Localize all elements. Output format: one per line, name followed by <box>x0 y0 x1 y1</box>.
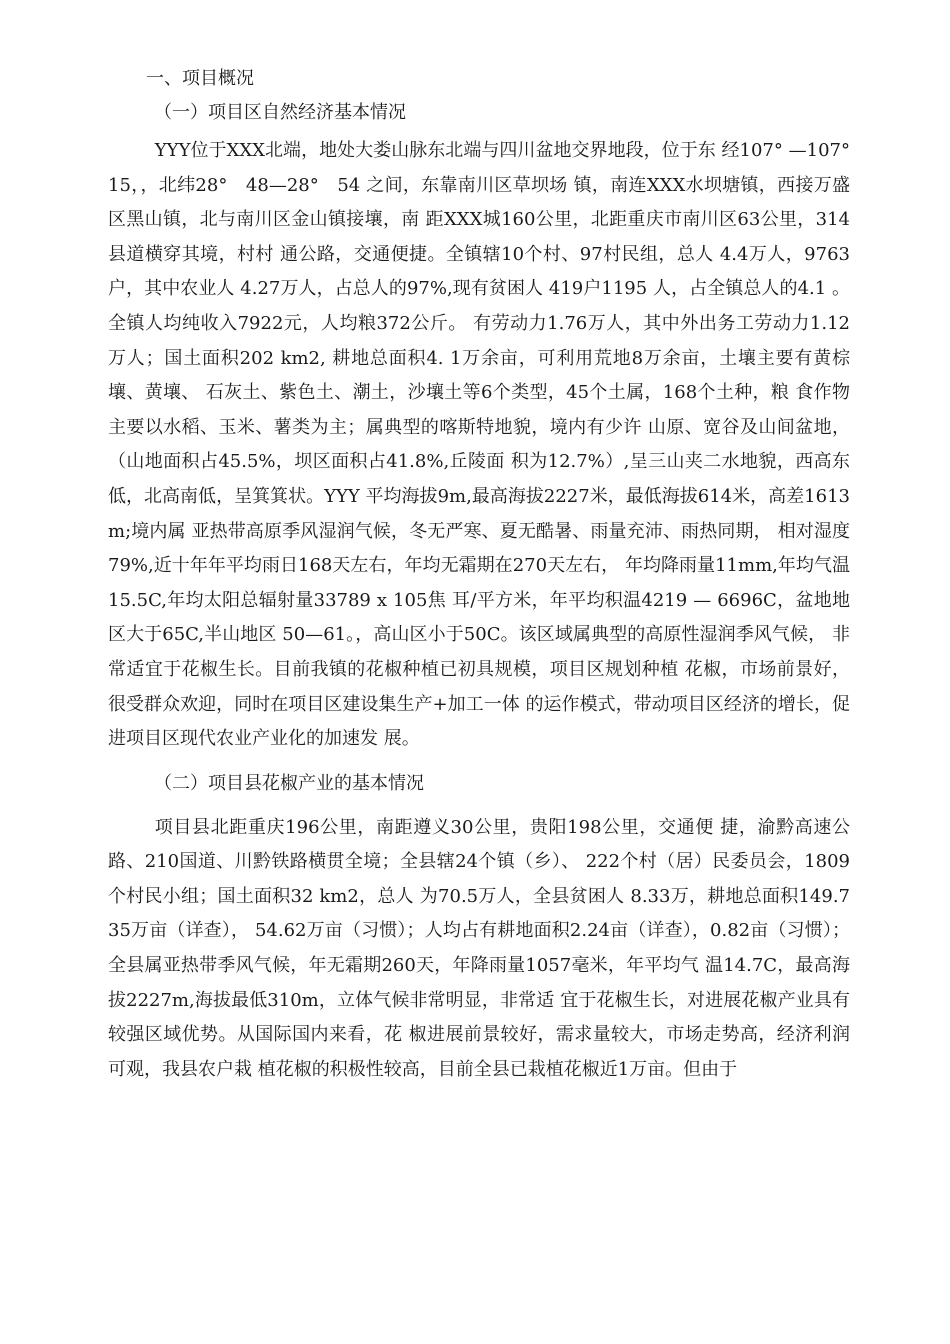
spacer <box>108 801 850 811</box>
paragraph-natural-economy: YYY位于XXX北端，地处大娄山脉东北端与四川盆地交界地段，位于东 经107° —107° 15，，北纬28° 48—28° 54 之间，东靠南川区草坝场 镇，南连XXX水坝塘镇，西接万盛区黑山镇，北与南川区金山镇接壤，南 距XXX城160公里，北距重庆市南川区63公里，314县道横穿其境，村村 通公路，交通便捷。全镇辖10个村、97村民组，总人 4.4万人，9763 户，其中农业人 4.27万人，占总人的97%,现有贫困人 419户1195 人，占全镇总人的4.1 。全镇人均纯收入7922元，人均粮372公斤。 有劳动力1.76万人，其中外出务工劳动力1.12万人；国土面积202 km2, 耕地总面积4. 1万余亩，可利用荒地8万余亩，土壤主要有黄棕壤、黄壤、 石灰土、紫色土、潮土，沙壤土等6个类型，45个土属，168个土种，粮 食作物主要以水稻、玉米、薯类为主；属典型的喀斯特地貌，境内有少许 山原、宽谷及山间盆地，（山地面积占45.5%，坝区面积占41.8%,丘陵面 积为12.7%）,呈三山夹二水地貌，西高东低，北高南低，呈箕箕状。YYY 平均海拔9m,最高海拔2227米，最低海拔614米，高差1613m;境内属 亚热带高原季风湿润气候，冬无严寒、夏无酷暑、雨量充沛、雨热同期， 相对湿度79%,近十年年平均雨日168天左右，年均无霜期在270天左右， 年均降雨量11mm,年均气温15.5C,年均太阳总辐射量33789 x 105焦 耳/平方米，年平均积温4219 — 6696C，盆地地区大于65C,半山地区 50—61。，高山区小于50C。该区域属典型的高原性湿润季风气候， 非常适宜于花椒生长。目前我镇的花椒种植已初具规模，项目区规划种植 花椒，市场前景好，很受群众欢迎，同时在项目区建设集生产+加工一体 的运作模式，带动项目区经济的增长，促进项目区现代农业产业化的加速发 展。 <box>108 140 868 750</box>
section-title: 一、项目概况 <box>146 68 254 89</box>
paragraph-pepper-industry: 项目县北距重庆196公里，南距遵义30公里，贵阳198公里，交通便 捷，渝黔高速公路、210国道、川黔铁路横贯全境；全县辖24个镇（乡）、 222个村（居）民委员会，1809个村民小组；国土面积32 km2，总人 为70.5万人，全县贫困人 8.33万，耕地总面积149.735万亩（详查）， 54.62万亩（习惯）；人均占有耕地面积2.24亩（详查），0.82亩（习惯）； 全县属亚热带季风气候，年无霜期260天，年降雨量1057毫米，年平均气 温14.7C，最高海拔2227m,海拔最低310m，立体气候非常明显，非常适 宜于花椒生长，对进展花椒产业具有较强区域优势。从国际国内来看，花 椒进展前景较好，需求量较大，市场走势高，经济利润可观，我县农户栽 植花椒的积极性较高，目前全县已栽植花椒近1万亩。但由于 <box>108 816 850 1080</box>
subsection-title-pepper-industry: （二）项目县花椒产业的基本情况 <box>154 772 424 794</box>
spacer <box>108 757 850 767</box>
document-body <box>108 62 868 1087</box>
subsection-title-natural-economy: （一）项目区自然经济基本情况 <box>154 102 406 123</box>
